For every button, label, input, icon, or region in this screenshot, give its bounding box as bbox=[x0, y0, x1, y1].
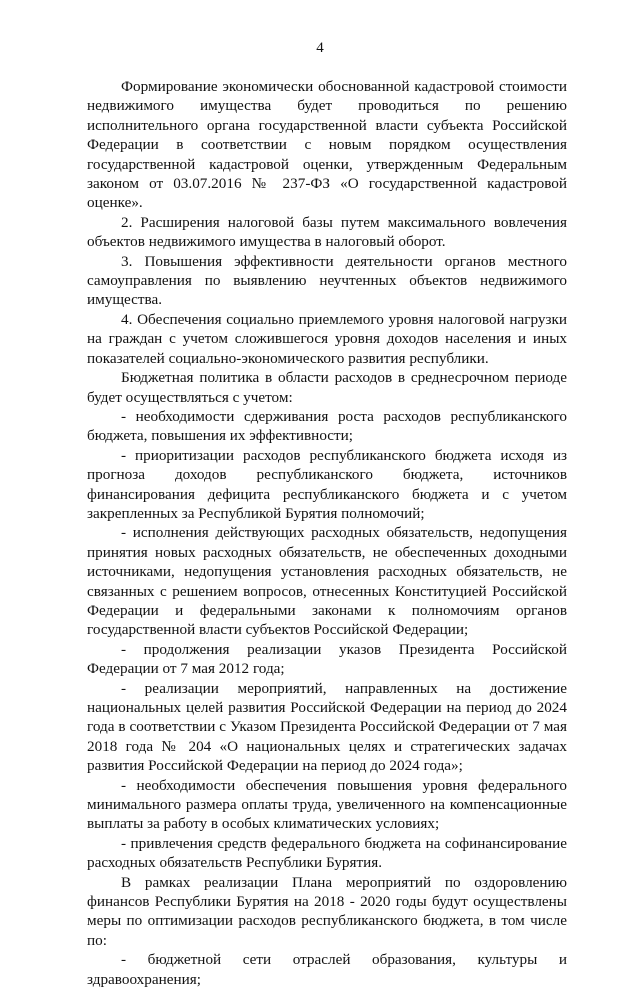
list-item-budget-network: - бюджетной сети отраслей образования, культуры и здравоохранения; bbox=[87, 951, 567, 988]
document-body bbox=[87, 77, 567, 989]
list-item-minimum-wage: - необходимости обеспечения повышения уровня федерального минимального размера оплаты труда, увеличенного на компенсационные выплаты за работу в особых климатических условиях; bbox=[87, 776, 567, 833]
list-item-prioritization: - приоритизации расходов республиканского бюджета исходя из прогноза доходов республиканского бюджета, источников финансирования дефицита республиканского бюджета и с учетом закрепленных за Республикой Бурятия полномочий; bbox=[87, 446, 567, 522]
paragraph-expenditure-policy: Бюджетная политика в области расходов в среднесрочном периоде будет осуществляться с учетом: bbox=[87, 369, 567, 406]
paragraph-recovery-plan: В рамках реализации Плана мероприятий по оздоровлению финансов Республики Бурятия на 2018 - 2020 годы будут осуществлены меры по оптимизации расходов республиканского бюджета, в том числе по: bbox=[87, 873, 567, 949]
page-number: 4 bbox=[316, 40, 324, 56]
paragraph-item-3-local-government: 3. Повышения эффективности деятельности органов местного самоуправления по выявлению неучтенных объектов недвижимого имущества. bbox=[87, 252, 567, 309]
paragraph-item-4-tax-burden: 4. Обеспечения социально приемлемого уровня налоговой нагрузки на граждан с учетом сложившегося уровня доходов населения и иных показателей социально-экономического развития республики. bbox=[87, 310, 567, 367]
list-item-federal-cofinancing: - привлечения средств федерального бюджета на софинансирование расходных обязательств Республики Бурятия. bbox=[87, 834, 567, 872]
list-item-national-goals-2024: - реализации мероприятий, направленных на достижение национальных целей развития Российской Федерации на период до 2024 года в соответствии с Указом Президента Российской Федерации от 7 мая 2018 года № 204 «О национальных целях и стратегических задачах развития Российской Федерации на период до 2024 года»; bbox=[87, 679, 567, 775]
list-item-restrain-growth: - необходимости сдерживания роста расходов республиканского бюджета, повышения их эффективности; bbox=[87, 407, 567, 445]
list-item-existing-obligations: - исполнения действующих расходных обязательств, недопущения принятия новых расходных обязательств, не обеспеченных доходными источниками, недопущения установления расходных обязательств, не связанных с решением вопросов, отнесенных Конституцией Российской Федерации и федеральными законами к полномочиям органов государственной власти субъектов Российской Федерации; bbox=[87, 524, 567, 639]
paragraph-item-2-tax-base: 2. Расширения налоговой базы путем максимального вовлечения объектов недвижимого имущества в налоговый оборот. bbox=[87, 213, 567, 251]
list-item-presidential-decrees-2012: - продолжения реализации указов Президента Российской Федерации от 7 мая 2012 года; bbox=[87, 640, 567, 678]
paragraph-cadastral-valuation: Формирование экономически обоснованной кадастровой стоимости недвижимого имущества будет проводиться по решению исполнительного органа государственной власти субъекта Российской Федерации в соответствии с новым порядком осуществления государственной кадастровой оценки, утвержденным Федеральным законом от 03.07.2016 № 237-ФЗ «О государственной кадастровой оценке». bbox=[87, 78, 567, 212]
